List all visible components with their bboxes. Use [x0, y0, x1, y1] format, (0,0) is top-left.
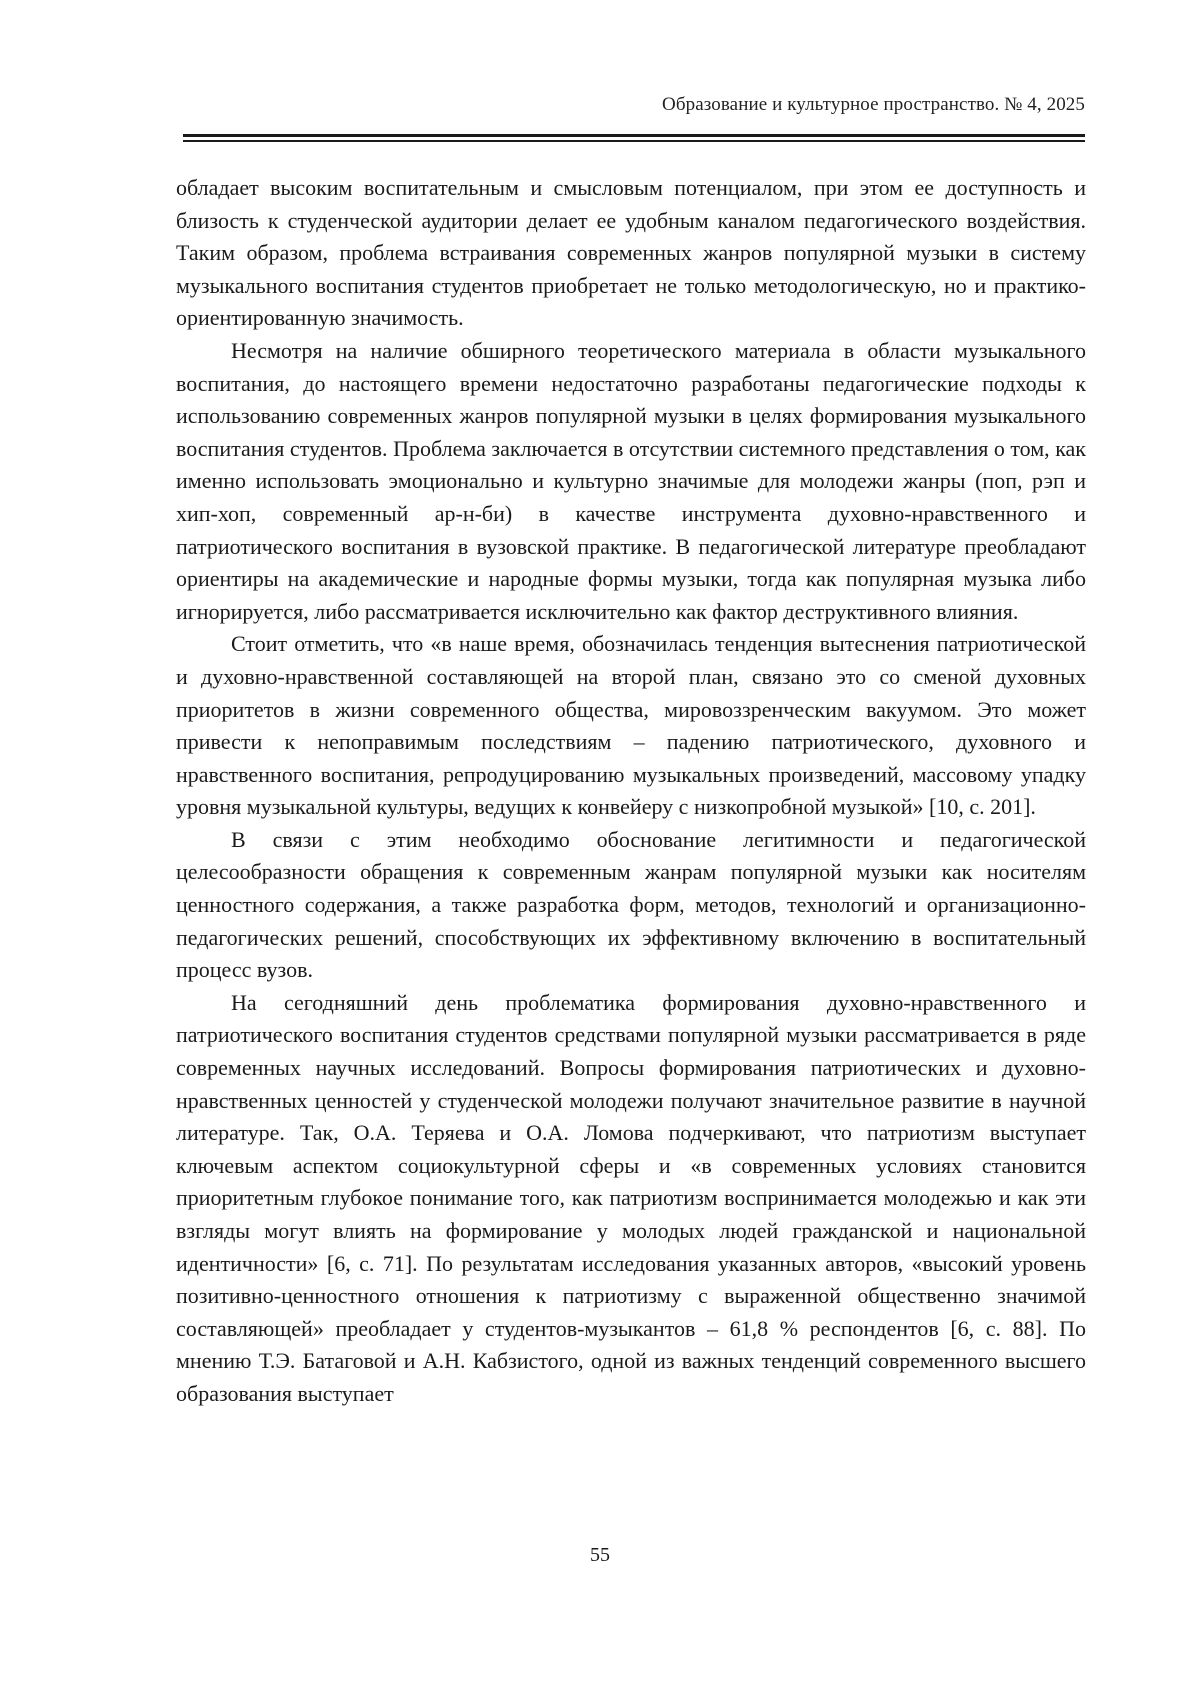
article-body [176, 172, 1086, 1411]
running-header: Образование и культурное пространство. № 4, 2025 [662, 94, 1085, 115]
paragraph: В связи с этим необходимо обоснование легитимности и педагогической целесообразности обращения к современным жанрам популярной музыки как носителям ценностного содержания, а также разработка форм, методов, технологий и организационно-педагогических решений, способствующих их эффективному включению в воспитательный процесс вузов. [176, 826, 1086, 983]
header-rule-thin [183, 140, 1085, 142]
paragraph: Несмотря на наличие обширного теоретического материала в области музыкального воспитания, до настоящего времени недостаточно разработаны педагогические подходы к использованию современных жанров популярной музыки в целях формирования музыкального воспитания студентов. Проблема заключается в отсутствии системного представления о том, как именно использовать эмоционально и культурно значимые для молодежи жанры (поп, рэп и хип-хоп, современный ар-н-би) в качестве инструмента духовно-нравственного и патриотического воспитания в вузовской практике. В педагогической литературе преобладают ориентиры на академические и народные формы музыки, тогда как популярная музыка либо игнорируется, либо рассматривается исключительно как фактор деструктивного влияния. [176, 337, 1086, 624]
header-double-rule [183, 134, 1085, 142]
header-rule-thick [183, 134, 1085, 137]
page-number: 55 [590, 1544, 610, 1566]
paragraph: На сегодняшний день проблематика формирования духовно-нравственного и патриотического воспитания студентов средствами популярной музыки рассматривается в ряде современных научных исследований. Вопросы формирования патриотических и духовно-нравственных ценностей у студенческой молодежи получают значительное развитие в научной литературе. Так, О.А. Теряева и О.А. Ломова подчеркивают, что патриотизм выступает ключевым аспектом социокультурной сферы и «в современных условиях становится приоритетным глубокое понимание того, как патриотизм воспринимается молодежью и как эти взгляды могут влиять на формирование у молодых людей гражданской и национальной идентичности» [6, с. 71]. По результатам исследования указанных авторов, «высокий уровень позитивно-ценностного отношения к патриотизму с выраженной общественно значимой составляющей» преобладает у студентов-музыкантов – 61,8 % респондентов [6, с. 88]. По мнению Т.Э. Батаговой и А.Н. Кабзистого, одной из важных тенденций современного высшего образования выступает [176, 989, 1086, 1406]
paragraph-continued: обладает высоким воспитательным и смысловым потенциалом, при этом ее доступность и близость к студенческой аудитории делает ее удобным каналом педагогического воздействия. Таким образом, проблема встраивания современных жанров популярной музыки в систему музыкального воспитания студентов приобретает не только методологическую, но и практико-ориентированную значимость. [176, 175, 1086, 331]
paragraph: Стоит отметить, что «в наше время, обозначилась тенденция вытеснения патриотической и духовно-нравственной составляющей на второй план, связано это со сменой духовных приоритетов в жизни современного общества, мировоззренческим вакуумом. Это может привести к непоправимым последствиям – падению патриотического, духовного и нравственного воспитания, репродуцированию музыкальных произведений, массовому упадку уровня музыкальной культуры, ведущих к конвейеру с низкопробной музыкой» [10, с. 201]. [176, 631, 1086, 820]
